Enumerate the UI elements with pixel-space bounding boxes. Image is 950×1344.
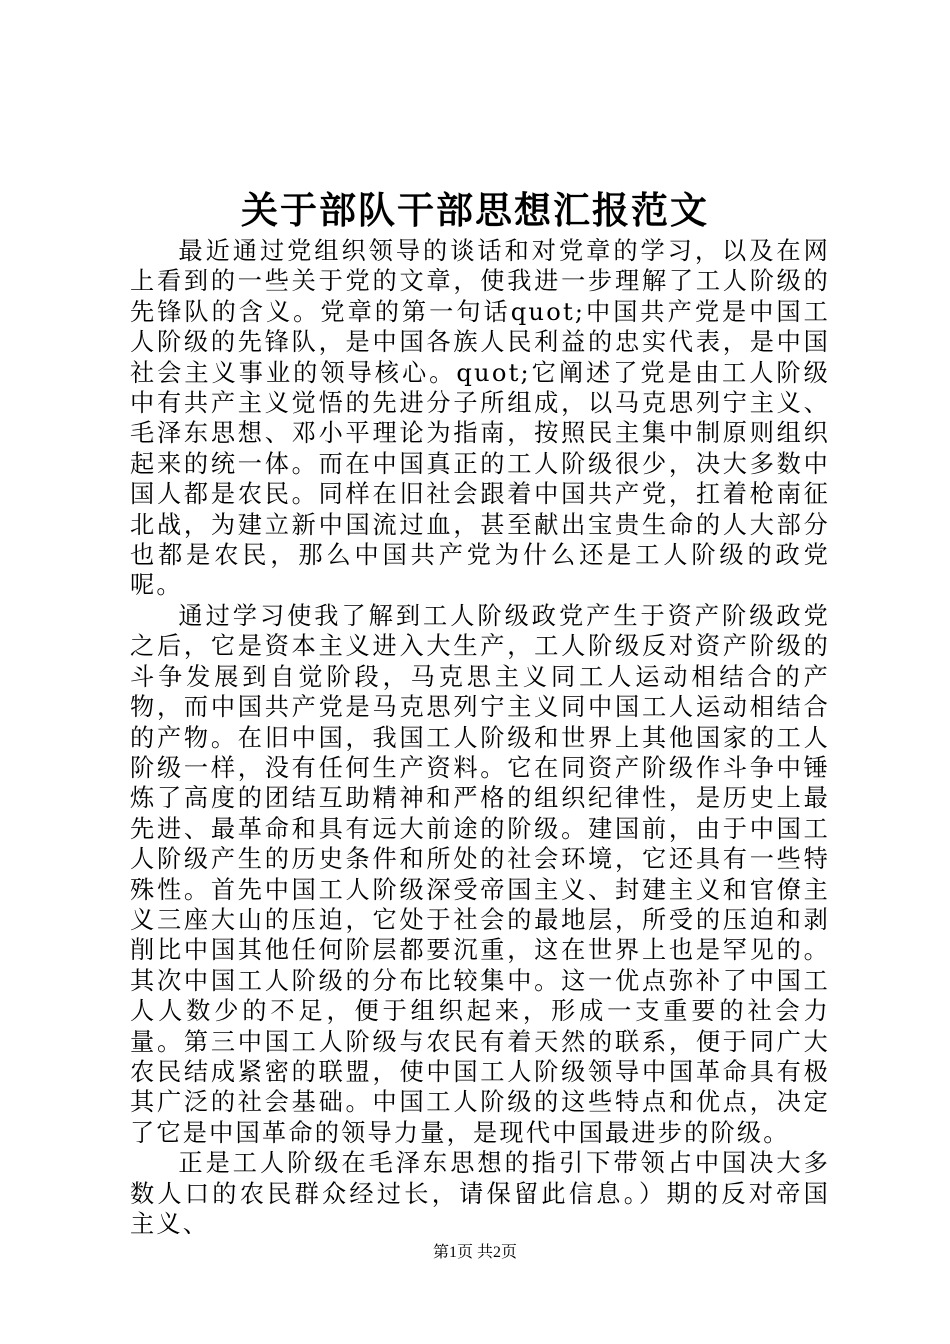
paragraph-3: 正是工人阶级在毛泽东思想的指引下带领占中国决大多数人口的农民群众经过长，请保留此信息。）期的反对帝国主义、 xyxy=(130,1149,830,1238)
paragraph-1: 最近通过党组织领导的谈话和对党章的学习，以及在网上看到的一些关于党的文章，使我进一步理解了工人阶级的先锋队的含义。党章的第一句话quot;中国共产党是中国工人阶级的先锋队，是中国各族人民利益的忠实代表，是中国社会主义事业的领导核心。quot;它阐述了党是由工人阶级中有共产主义觉悟的先进分子所组成，以马克思列宁主义、毛泽东思想、邓小平理论为指南，按照民主集中制原则组织起来的统一体。而在中国真正的工人阶级很少，决大多数中国人都是农民。同样在旧社会跟着中国共产党，扛着枪南征北战，为建立新中国流过血，甚至献出宝贵生命的人大部分也都是农民，那么中国共产党为什么还是工人阶级的政党呢。 xyxy=(130,237,830,600)
paragraph-2: 通过学习使我了解到工人阶级政党产生于资产阶级政党之后，它是资本主义进入大生产，工人阶级反对资产阶级的斗争发展到自觉阶段，马克思主义同工人运动相结合的产物，而中国共产党是马克思列宁主义同中国工人运动相结合的产物。在旧中国，我国工人阶级和世界上其他国家的工人阶级一样，没有任何生产资料。它在同资产阶级作斗争中锤炼了高度的团结互助精神和严格的组织纪律性，是历史上最先进、最革命和具有远大前途的阶级。建国前，由于中国工人阶级产生的历史条件和所处的社会环境，它还具有一些特殊性。首先中国工人阶级深受帝国主义、封建主义和官僚主义三座大山的压迫，它处于社会的最地层，所受的压迫和剥削比中国其他任何阶层都要沉重，这在世界上也是罕见的。其次中国工人阶级的分布比较集中。这一优点弥补了中国工人人数少的不足，便于组织起来，形成一支重要的社会力量。第三中国工人阶级与农民有着天然的联系，便于同广大农民结成紧密的联盟，使中国工人阶级领导中国革命具有极其广泛的社会基础。中国工人阶级的这些特点和优点，决定了它是中国革命的领导力量，是现代中国最进步的阶级。 xyxy=(130,601,830,1147)
document-title: 关于部队干部思想汇报范文 xyxy=(241,188,709,232)
document-body xyxy=(130,236,830,1239)
page-number-footer: 第1页 共2页 xyxy=(432,1244,517,1261)
